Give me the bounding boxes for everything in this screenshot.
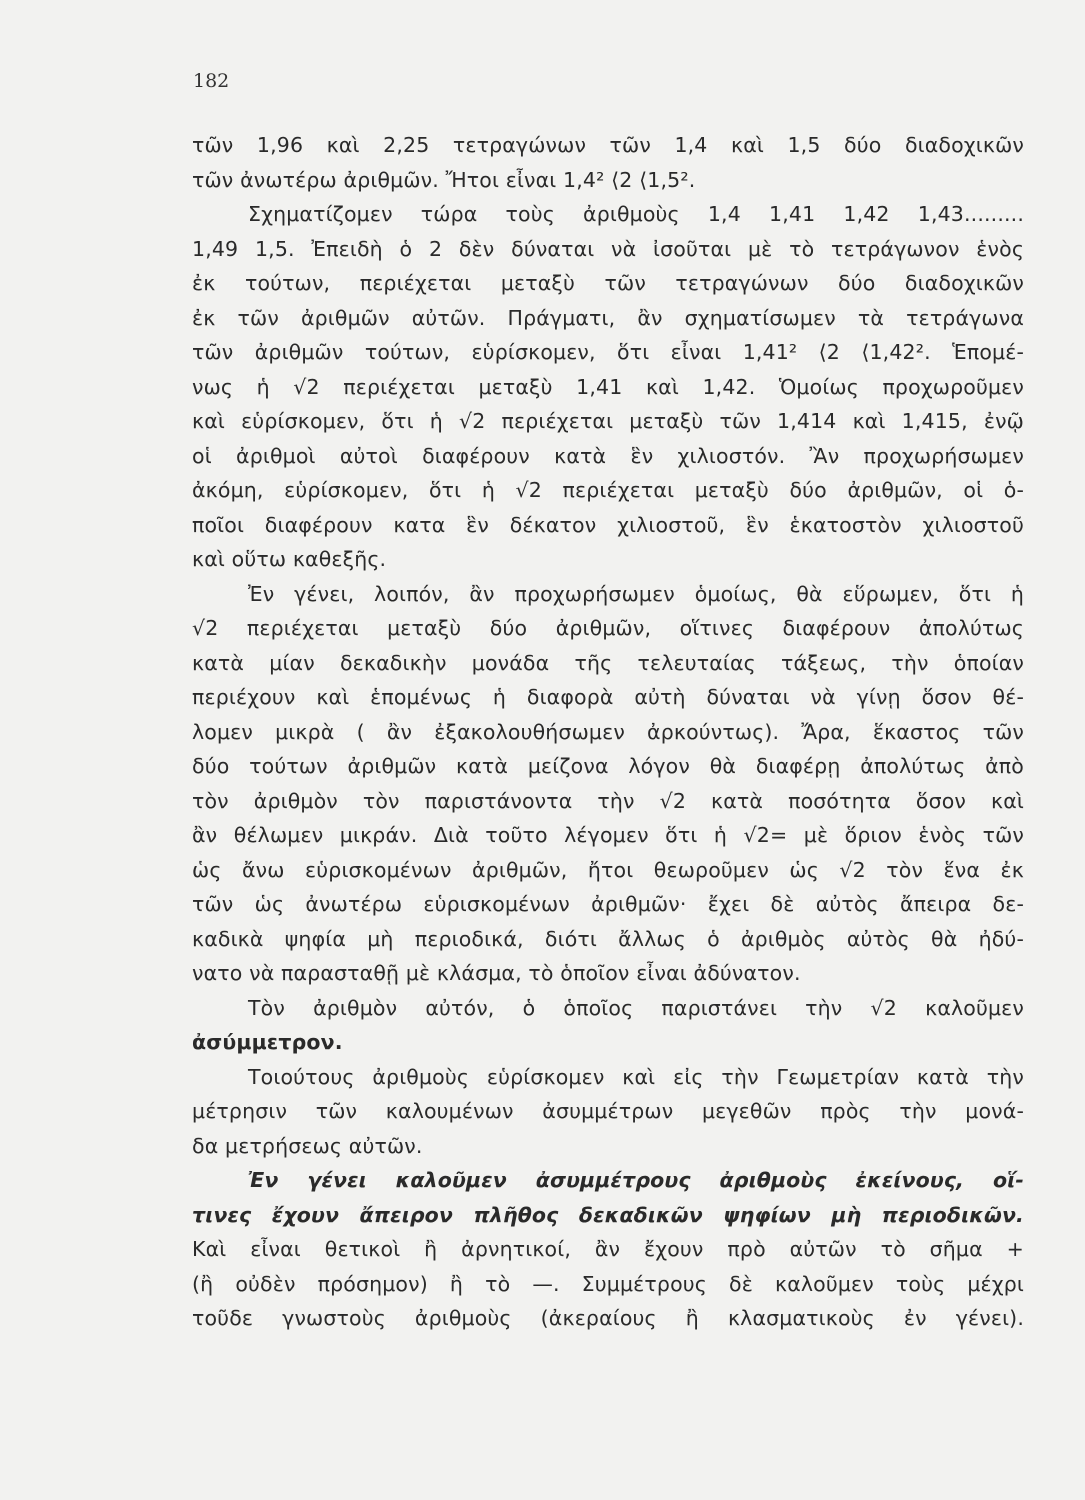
- text-line: ὡς ἄνω εὑρισκομένων ἀριθμῶν, ἤτοι θεωροῦμεν ὡς √2 τὸν ἕνα ἐκ: [192, 857, 1024, 882]
- text-line: ἀσύμμετρον.: [192, 1030, 343, 1054]
- text-line: ἀκόμη, εὑρίσκομεν, ὅτι ἡ √2 περιέχεται μεταξὺ δύο ἀριθμῶν, οἱ ὁ-: [192, 478, 1024, 502]
- text-line: τῶν ἀνωτέρω ἀριθμῶν. Ἤτοι εἶναι 1,4² ⟨2 ⟨1,5².: [192, 167, 696, 192]
- text-line: Τοιούτους ἀριθμοὺς εὑρίσκομεν καὶ εἰς τὴν Γεωμετρίαν κατὰ τὴν: [248, 1064, 1024, 1089]
- text-line: καὶ οὕτω καθεξῆς.: [192, 547, 387, 571]
- text-line: καὶ εὑρίσκομεν, ὅτι ἡ √2 περιέχεται μεταξὺ τῶν 1,414 καὶ 1,415, ἐνῷ: [192, 409, 1024, 433]
- text-line: δύο τούτων ἀριθμῶν κατὰ μείζονα λόγον θὰ διαφέρῃ ἀπολύτως ἀπὸ: [192, 754, 1024, 778]
- text-line: Καὶ εἶναι θετικοὶ ἢ ἀρνητικοί, ἂν ἔχουν πρὸ αὐτῶν τὸ σῆμα +: [192, 1237, 1024, 1261]
- text-line: ἂν θέλωμεν μικράν. Διὰ τοῦτο λέγομεν ὅτι ἡ √2= μὲ ὅριον ἑνὸς τῶν: [192, 823, 1024, 847]
- text-line: τινες ἔχουν ἄπειρον πλῆθος δεκαδικῶν ψηφίων μὴ περιοδικῶν.: [192, 1202, 1024, 1227]
- text-line: √2 περιέχεται μεταξὺ δύο ἀριθμῶν, οἵτινες διαφέρουν ἀπολύτως: [192, 616, 1024, 640]
- text-line: ποῖοι διαφέρουν κατα ἓν δέκατον χιλιοστοῦ, ἓν ἑκατοστὸν χιλιοστοῦ: [192, 512, 1024, 537]
- text-line: Ἐν γένει καλοῦμεν ἀσυμμέτρους ἀριθμοὺς ἐκείνους, οἵ-: [248, 1168, 1024, 1192]
- text-line: τὸν ἀριθμὸν τὸν παριστάνοντα τὴν √2 κατὰ ποσότητα ὅσον καὶ: [192, 788, 1024, 813]
- text-line: τῶν ὡς ἀνωτέρω εὑρισκομένων ἀριθμῶν· ἔχει δὲ αὐτὸς ἄπειρα δε-: [192, 892, 1024, 916]
- text-line: κατὰ μίαν δεκαδικὴν μονάδα τῆς τελευταίας τάξεως, τὴν ὁποίαν: [192, 650, 1024, 675]
- text-line: τῶν ἀριθμῶν τούτων, εὑρίσκομεν, ὅτι εἶναι 1,41² ⟨2 ⟨1,42². Ἑπομέ-: [192, 340, 1024, 364]
- text-line: δα μετρήσεως αὐτῶν.: [192, 1133, 423, 1158]
- text-line: Ἐν γένει, λοιπόν, ἂν προχωρήσωμεν ὁμοίως, θὰ εὕρωμεν, ὅτι ἡ: [248, 581, 1024, 606]
- text-line: νατο νὰ παρασταθῇ μὲ κλάσμα, τὸ ὁποῖον εἶναι ἀδύνατον.: [192, 961, 801, 985]
- page-number: 182: [193, 70, 230, 92]
- text-line: νως ἡ √2 περιέχεται μεταξὺ 1,41 καὶ 1,42. Ὁμοίως προχωροῦμεν: [192, 374, 1024, 399]
- text-line: (ἢ οὐδὲν πρόσημον) ἢ τὸ —. Συμμέτρους δὲ καλοῦμεν τοὺς μέχρι: [192, 1271, 1024, 1296]
- text-line: λομεν μικρὰ ( ἂν ἐξακολουθήσωμεν ἀρκούντως). Ἄρα, ἕκαστος τῶν: [192, 719, 1024, 744]
- text-line: τοῦδε γνωστοὺς ἀριθμοὺς (ἀκεραίους ἢ κλασματικοὺς ἐν γένει).: [192, 1306, 1024, 1330]
- text-line: 1,49 1,5. Ἐπειδὴ ὁ 2 δὲν δύναται νὰ ἰσοῦται μὲ τὸ τετράγωνον ἑνὸς: [192, 236, 1024, 261]
- text-line: καδικὰ ψηφία μὴ περιοδικά, διότι ἄλλως ὁ ἀριθμὸς αὐτὸς θὰ ἠδύ-: [192, 926, 1024, 951]
- text-line: οἱ ἀριθμοὶ αὐτοὶ διαφέρουν κατὰ ἓν χιλιοστόν. Ἂν προχωρήσωμεν: [192, 443, 1024, 468]
- text-line: Τὸν ἀριθμὸν αὐτόν, ὁ ὁποῖος παριστάνει τὴν √2 καλοῦμεν: [248, 995, 1024, 1020]
- body-text: [192, 128, 1024, 1336]
- text-line: ἐκ τῶν ἀριθμῶν αὐτῶν. Πράγματι, ἂν σχηματίσωμεν τὰ τετράγωνα: [192, 305, 1024, 330]
- text-line: μέτρησιν τῶν καλουμένων ἀσυμμέτρων μεγεθῶν πρὸς τὴν μονά-: [192, 1099, 1024, 1123]
- text-line: Σχηματίζομεν τώρα τοὺς ἀριθμοὺς 1,4 1,41 1,42 1,43.........: [248, 202, 1024, 226]
- text-line: ἐκ τούτων, περιέχεται μεταξὺ τῶν τετραγώνων δύο διαδοχικῶν: [192, 271, 1024, 295]
- text-line: περιέχουν καὶ ἑπομένως ἡ διαφορὰ αὐτὴ δύναται νὰ γίνῃ ὅσον θέ-: [192, 685, 1024, 709]
- text-line: τῶν 1,96 καὶ 2,25 τετραγώνων τῶν 1,4 καὶ 1,5 δύο διαδοχικῶν: [192, 133, 1024, 157]
